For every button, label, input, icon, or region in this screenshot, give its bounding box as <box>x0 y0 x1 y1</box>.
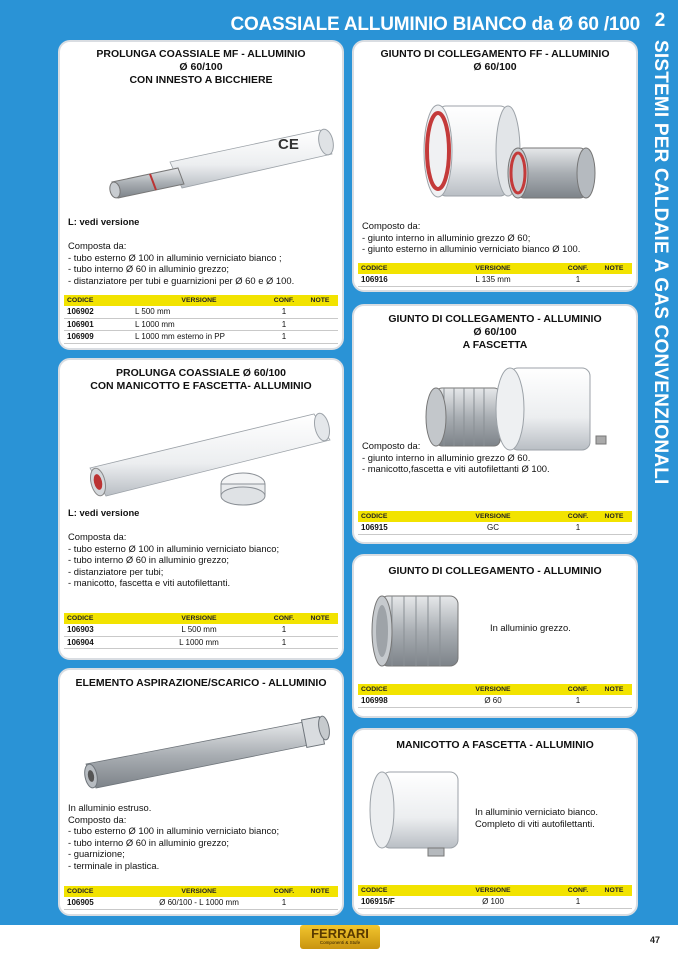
code-table <box>64 613 338 649</box>
card-giunto <box>352 554 638 718</box>
cell-note <box>596 695 632 707</box>
code-table <box>358 263 632 287</box>
logo-tagline: Componenti & Stufe <box>319 940 361 945</box>
product-description: Composto da: - giunto interno in alluminio grezzo Ø 60; - giunto esterno in alluminio verniciato bianco Ø 100. <box>362 220 581 255</box>
cell-conf: 1 <box>266 318 302 331</box>
cell-note <box>302 318 338 331</box>
table-row <box>358 695 632 707</box>
exhaust-element-image <box>74 712 344 798</box>
cell-conf: 1 <box>560 522 596 534</box>
col-conf: CONF. <box>266 295 302 306</box>
ferrari-logo <box>300 925 380 949</box>
ff-joint-image <box>414 90 614 220</box>
cell-codice: 106909 <box>64 331 132 344</box>
length-note: L: vedi versione <box>68 216 140 227</box>
cell-note <box>302 624 338 636</box>
col-codice: CODICE <box>358 684 426 695</box>
col-note: NOTE <box>596 684 632 695</box>
cell-note <box>302 636 338 649</box>
table-row <box>64 624 338 636</box>
col-note: NOTE <box>302 613 338 624</box>
table-row <box>358 896 632 908</box>
col-versione: VERSIONE <box>426 263 560 274</box>
cell-conf: 1 <box>560 274 596 286</box>
card-prolunga-manicotto <box>58 358 344 660</box>
col-versione: VERSIONE <box>132 295 266 306</box>
card-title: PROLUNGA COASSIALE Ø 60/100 CON MANICOTTO E FASCETTA- ALLUMINIO <box>90 367 312 392</box>
card-giunto-fascetta <box>352 304 638 544</box>
col-conf: CONF. <box>560 684 596 695</box>
card-title: MANICOTTO A FASCETTA - ALLUMINIO <box>396 739 594 751</box>
col-versione: VERSIONE <box>426 684 560 695</box>
col-versione: VERSIONE <box>132 886 266 897</box>
col-note: NOTE <box>596 885 632 896</box>
code-table <box>358 511 632 535</box>
side-section-title: SISTEMI PER CALDAIE A GAS CONVENZIONALI <box>650 40 671 485</box>
col-versione: VERSIONE <box>426 885 560 896</box>
col-codice: CODICE <box>64 886 132 897</box>
product-description: In alluminio estruso. Composto da: - tubo esterno Ø 100 in alluminio verniciato bianco; - tubo interno Ø 60 in alluminio grezzo; - guarnizione; - terminale in plastica. <box>68 802 280 871</box>
cell-versione: GC <box>426 522 560 534</box>
cell-versione: Ø 100 <box>426 896 560 908</box>
ce-mark: CE <box>278 136 299 153</box>
cell-versione: L 500 mm <box>132 624 266 636</box>
card-title: GIUNTO DI COLLEGAMENTO FF - ALLUMINIO Ø 60/100 <box>380 48 610 73</box>
table-row <box>64 636 338 649</box>
cell-codice: 106915 <box>358 522 426 534</box>
cell-note <box>596 896 632 908</box>
product-description: Composto da: - giunto interno in alluminio grezzo Ø 60. - manicotto,fascetta e viti autofilettanti Ø 100. <box>362 440 550 475</box>
table-row <box>64 331 338 344</box>
col-conf: CONF. <box>560 263 596 274</box>
cell-versione: L 1000 mm <box>132 636 266 649</box>
cell-note <box>302 331 338 344</box>
table-row <box>64 306 338 318</box>
col-codice: CODICE <box>64 613 132 624</box>
cell-note <box>596 274 632 286</box>
col-note: NOTE <box>596 511 632 522</box>
card-elemento <box>58 668 344 916</box>
table-row <box>358 274 632 286</box>
card-title: PROLUNGA COASSIALE MF - ALLUMINIO Ø 60/100 CON INNESTO A BICCHIERE <box>96 48 306 86</box>
extension-pipe-with-sleeve-image <box>68 398 338 508</box>
col-codice: CODICE <box>358 885 426 896</box>
cell-codice: 106916 <box>358 274 426 286</box>
table-row <box>64 897 338 909</box>
extension-pipe-image <box>100 124 340 214</box>
cell-conf: 1 <box>266 897 302 909</box>
cell-codice: 106901 <box>64 318 132 331</box>
col-note: NOTE <box>302 886 338 897</box>
code-table <box>358 885 632 909</box>
cell-note <box>302 306 338 318</box>
card-title: GIUNTO DI COLLEGAMENTO - ALLUMINIO Ø 60/100 A FASCETTA <box>388 313 602 351</box>
cell-versione: L 135 mm <box>426 274 560 286</box>
col-note: NOTE <box>596 263 632 274</box>
col-conf: CONF. <box>560 885 596 896</box>
cell-versione: Ø 60/100 - L 1000 mm <box>132 897 266 909</box>
sleeve-clamp-image <box>368 764 478 864</box>
cell-codice: 106902 <box>64 306 132 318</box>
cell-versione: L 1000 mm esterno in PP <box>132 331 266 344</box>
col-conf: CONF. <box>560 511 596 522</box>
col-note: NOTE <box>302 295 338 306</box>
cell-conf: 1 <box>266 306 302 318</box>
col-conf: CONF. <box>266 613 302 624</box>
page-title: COASSIALE ALLUMINIO BIANCO da Ø 60 /100 <box>230 14 640 35</box>
cell-codice: 106904 <box>64 636 132 649</box>
product-description: In alluminio grezzo. <box>490 622 571 633</box>
table-row <box>358 522 632 534</box>
cell-codice: 106915/F <box>358 896 426 908</box>
cell-codice: 106903 <box>64 624 132 636</box>
col-codice: CODICE <box>358 263 426 274</box>
col-conf: CONF. <box>266 886 302 897</box>
col-codice: CODICE <box>64 295 132 306</box>
cell-codice: 106998 <box>358 695 426 707</box>
card-manicotto <box>352 728 638 916</box>
col-codice: CODICE <box>358 511 426 522</box>
table-row <box>64 318 338 331</box>
col-versione: VERSIONE <box>426 511 560 522</box>
cell-note <box>302 897 338 909</box>
cell-codice: 106905 <box>64 897 132 909</box>
cell-conf: 1 <box>266 331 302 344</box>
joint-image <box>370 588 470 674</box>
cell-versione: L 1000 mm <box>132 318 266 331</box>
cell-conf: 1 <box>266 636 302 649</box>
card-prolunga-mf <box>58 40 344 350</box>
cell-note <box>596 522 632 534</box>
cell-conf: 1 <box>266 624 302 636</box>
product-description: In alluminio verniciato bianco. Completo di viti autofilettanti. <box>475 806 598 829</box>
cell-conf: 1 <box>560 695 596 707</box>
section-number: 2 <box>654 10 666 31</box>
card-giunto-ff <box>352 40 638 292</box>
code-table <box>64 886 338 910</box>
logo-text: FERRARI <box>311 926 369 941</box>
cell-conf: 1 <box>560 896 596 908</box>
page-number: 47 <box>650 935 661 945</box>
product-description: Composta da: - tubo esterno Ø 100 in alluminio verniciato bianco ; - tubo interno Ø 60 in alluminio grezzo; - distanziatore per tubi e guarnizioni per Ø 60 e Ø 100. <box>68 240 295 286</box>
code-table <box>64 295 338 344</box>
length-note: L: vedi versione <box>68 507 140 518</box>
cell-versione: L 500 mm <box>132 306 266 318</box>
col-versione: VERSIONE <box>132 613 266 624</box>
card-title: ELEMENTO ASPIRAZIONE/SCARICO - ALLUMINIO <box>75 677 327 689</box>
card-title: GIUNTO DI COLLEGAMENTO - ALLUMINIO <box>388 565 602 577</box>
product-description: Composta da: - tubo esterno Ø 100 in alluminio verniciato bianco; - tubo interno Ø 60 in alluminio grezzo; - distanziatore per tubi; - manicotto, fascetta e viti autofilettanti. <box>68 531 280 589</box>
cell-versione: Ø 60 <box>426 695 560 707</box>
code-table <box>358 684 632 708</box>
